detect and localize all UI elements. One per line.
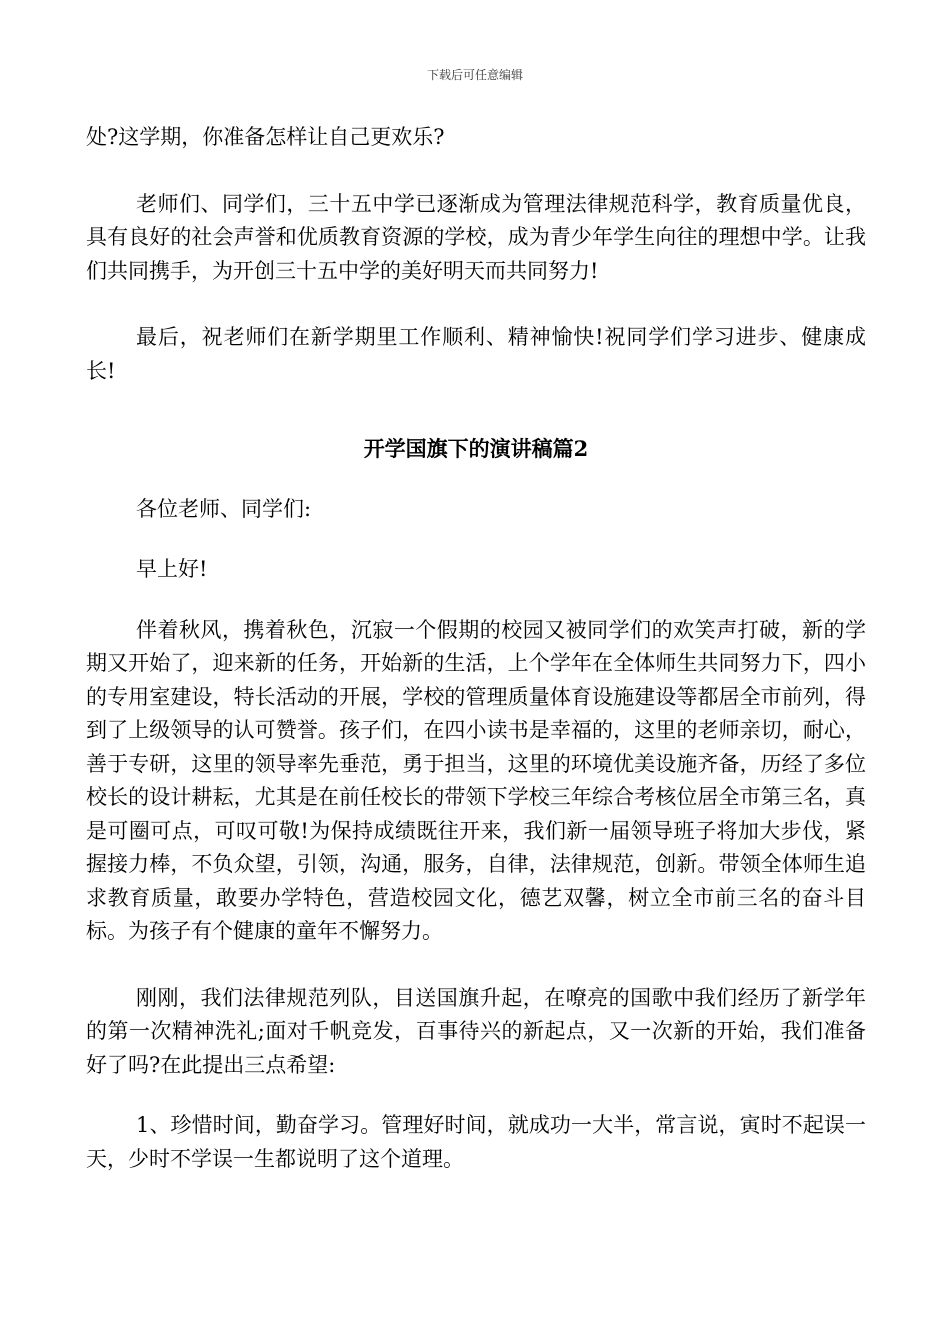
section-title: 开学国旗下的演讲稿篇2 [363,436,589,461]
paragraph-school-vision: 老师们、同学们，三十五中学已逐渐成为管理法律规范科学，教育质量优良，具有良好的社会声誉和优质教育资源的学校，成为青少年学生向往的理想中学。让我们共同携手，为开创三十五中学的美好明天而共同努力! [86,191,866,283]
paragraph-closing-wishes: 最后，祝老师们在新学期里工作顺利、精神愉快!祝同学们学习进步、健康成长! [86,325,866,383]
paragraph-continuation: 处?这学期，你准备怎样让自己更欢乐? [86,125,445,149]
paragraph-good-morning: 早上好! [136,557,208,581]
paragraph-flag-ceremony: 刚刚，我们法律规范列队，目送国旗升起，在嘹亮的国歌中我们经历了新学年的第一次精神洗礼;面对千帆竞发，百事待兴的新起点，又一次新的开始，我们准备好了吗?在此提出三点希望: [86,985,866,1077]
paragraph-hope-one: 1、珍惜时间，勤奋学习。管理好时间，就成功一大半，常言说，寅时不起误一天，少时不学误一生都说明了这个道理。 [86,1113,866,1171]
paragraph-greeting: 各位老师、同学们: [136,496,312,521]
paragraph-new-semester: 伴着秋风，携着秋色，沉寂一个假期的校园又被同学们的欢笑声打破，新的学期又开始了，迎来新的任务，开始新的生活，上个学年在全体师生共同努力下，四小的专用室建设，特长活动的开展，学校的管理质量体育设施建设等都居全市前列，得到了上级领导的认可赞誉。孩子们，在四小读书是幸福的，这里的老师亲切，耐心，善于专研，这里的领导率先垂范，勇于担当，这里的环境优美设施齐备，历经了多位校长的设计耕耘，尤其是在前任校长的带领下学校三年综合考核位居全市第三名，真是可圈可点，可叹可敬!为保持成绩既往开来，我们新一届领导班子将加大步伐，紧握接力棒，不负众望，引领，沟通，服务，自律，法律规范，创新。带领全体师生追求教育质量，敢要办学特色，营造校园文化，德艺双馨，树立全市前三名的奋斗目标。为孩子有个健康的童年不懈努力。 [86,617,866,943]
document-body [86,121,866,1176]
page-header: 下载后可任意编辑 [426,68,523,82]
